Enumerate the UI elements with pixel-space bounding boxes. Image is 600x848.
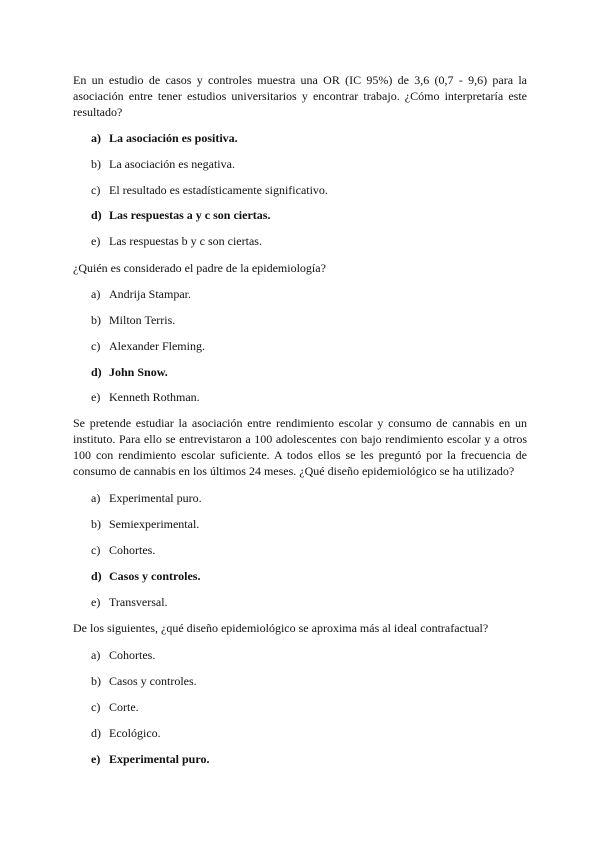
question-2-option-e	[91, 389, 200, 405]
option-text: Semiexperimental.	[109, 517, 200, 531]
question-3-option-b	[91, 516, 199, 532]
question-3-option-a	[91, 490, 202, 506]
question-1-option-c	[91, 182, 328, 198]
option-letter: e)	[91, 234, 101, 248]
option-letter: a)	[91, 131, 101, 145]
option-text: Alexander Fleming.	[109, 339, 205, 353]
option-letter: e)	[91, 595, 101, 609]
option-text: El resultado es estadísticamente significativo.	[109, 183, 328, 197]
question-4-option-c	[91, 699, 139, 715]
option-letter: d)	[91, 365, 102, 379]
option-letter: a)	[91, 287, 101, 301]
question-1-stem: En un estudio de casos y controles muestra una OR (IC 95%) de 3,6 (0,7 - 9,6) para la asociación entre tener estudios universitarios y encontrar trabajo. ¿Cómo interpretaría este resultado?	[73, 73, 527, 119]
question-2-stem: ¿Quién es considerado el padre de la epidemiología?	[73, 261, 326, 275]
option-letter: b)	[91, 313, 101, 327]
option-letter: b)	[91, 674, 101, 688]
question-4-option-a	[91, 647, 155, 663]
option-letter: c)	[91, 543, 101, 557]
option-text: Las respuestas a y c son ciertas.	[109, 208, 271, 222]
question-4-option-e	[91, 751, 209, 767]
question-3-option-d	[91, 568, 200, 584]
question-4-stem: De los siguientes, ¿qué diseño epidemiológico se aproxima más al ideal contrafactual?	[73, 621, 489, 635]
option-text: Ecológico.	[109, 726, 161, 740]
option-text: Experimental puro.	[109, 491, 202, 505]
question-4-option-d	[91, 725, 161, 741]
question-4-option-b	[91, 673, 197, 689]
option-letter: a)	[91, 648, 101, 662]
option-text: La asociación es positiva.	[109, 131, 238, 145]
option-text: La asociación es negativa.	[109, 157, 235, 171]
question-2-option-c	[91, 338, 205, 354]
option-text: Corte.	[109, 700, 139, 714]
option-letter: d)	[91, 569, 102, 583]
option-text: Andrija Stampar.	[109, 287, 191, 301]
option-letter: b)	[91, 157, 101, 171]
option-letter: b)	[91, 517, 101, 531]
option-letter: c)	[91, 339, 101, 353]
question-3-stem: Se pretende estudiar la asociación entre rendimiento escolar y consumo de cannabis en un instituto. Para ello se entrevistaron a 100 adolescentes con bajo rendimiento escolar y a otros 100 con rendimiento escolar suficiente. A todos ellos se les preguntó por la frecuencia de consumo de cannabis en los últimos 24 meses. ¿Qué diseño epidemiológico se ha utilizado?	[73, 416, 527, 478]
question-3-option-c	[91, 542, 155, 558]
option-text: Casos y controles.	[109, 674, 197, 688]
option-text: Experimental puro.	[109, 752, 210, 766]
option-text: Casos y controles.	[109, 569, 201, 583]
question-2-option-a	[91, 286, 191, 302]
option-text: Cohortes.	[109, 543, 156, 557]
question-3-option-e	[91, 594, 168, 610]
question-1-option-d	[91, 207, 270, 223]
question-1-option-b	[91, 156, 235, 172]
option-letter: d)	[91, 208, 102, 222]
question-1-option-e	[91, 233, 262, 249]
option-text: Kenneth Rothman.	[109, 390, 200, 404]
option-letter: c)	[91, 700, 101, 714]
question-2-option-b	[91, 312, 175, 328]
option-letter: e)	[91, 390, 101, 404]
option-letter: a)	[91, 491, 101, 505]
option-letter: d)	[91, 726, 101, 740]
option-text: Transversal.	[109, 595, 168, 609]
question-2-option-d	[91, 364, 168, 380]
option-letter: e)	[91, 752, 101, 766]
question-1-option-a	[91, 130, 238, 146]
option-text: John Snow.	[109, 365, 168, 379]
option-text: Milton Terris.	[109, 313, 176, 327]
option-text: Cohortes.	[109, 648, 156, 662]
option-text: Las respuestas b y c son ciertas.	[109, 234, 262, 248]
option-letter: c)	[91, 183, 101, 197]
